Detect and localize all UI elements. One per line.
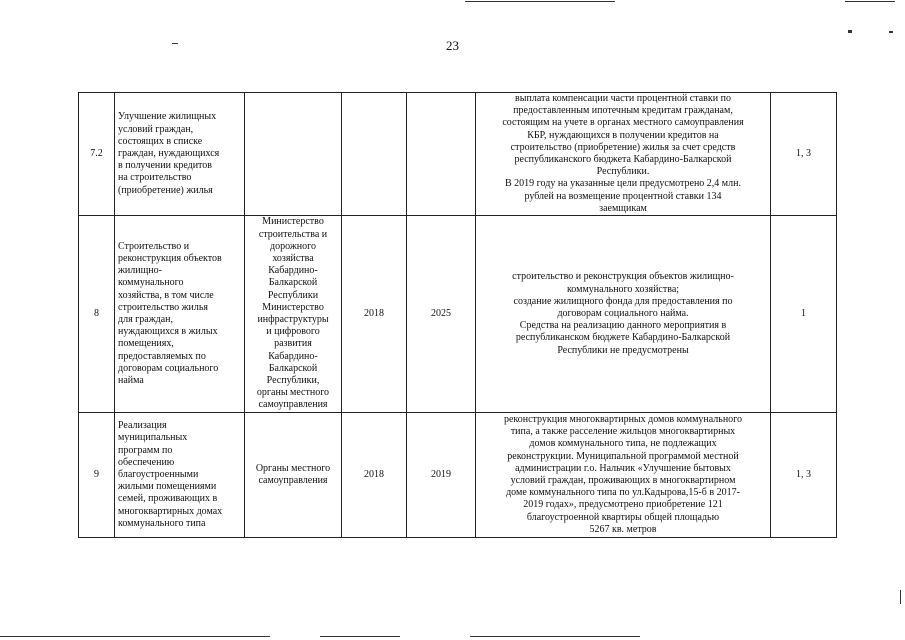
measure-name: Улучшение жилищных условий граждан, состоящих в списке граждан, нуждающихся в получении кредитов на строительство (приобретение) жилья xyxy=(115,93,245,216)
indicators: 1, 3 xyxy=(771,413,837,538)
scan-mark-top-line-2 xyxy=(845,1,895,2)
table-row xyxy=(79,93,837,216)
start-year: 2018 xyxy=(342,413,407,538)
executor: Органы местного самоуправления xyxy=(245,413,342,538)
measure-description: реконструкция многоквартирных домов коммунального типа, а также расселение жильцов многоквартирных домов коммунального типа, не подлежащих реконструкции. Муниципальной программой местной администрации г.о. Нальчик «Улучшение бытовых условий граждан, проживающих в многоквартирном доме коммунального типа по ул.Кадырова,15-б в 2017- 2019 годах», предусмотрено приобретение 121 благоустроенной квартиры общей площадью 5267 кв. метров xyxy=(476,413,771,538)
indicators: 1 xyxy=(771,216,837,413)
table-row xyxy=(79,413,837,538)
end-year: 2025 xyxy=(407,216,476,413)
scan-mark-right-edge xyxy=(900,590,901,604)
end-year: 2019 xyxy=(407,413,476,538)
executor: Министерство строительства и дорожного хозяйства Кабардино- Балкарской Республики Министерство инфраструктуры и цифрового развития Кабардино- Балкарской Республики, органы местного самоуправления xyxy=(245,216,342,413)
scan-mark-bottom-line-2 xyxy=(320,636,400,637)
scan-mark-top-line xyxy=(465,1,615,2)
page-number: 23 xyxy=(446,38,459,53)
measure-name: Реализация муниципальных программ по обеспечению благоустроенными жилыми помещениями семей, проживающих в многоквартирных домах коммунального типа xyxy=(115,413,245,538)
indicators: 1, 3 xyxy=(771,93,837,216)
measure-name: Строительство и реконструкция объектов жилищно- коммунального хозяйства, в том числе строительство жилья для граждан, нуждающихся в жилых помещениях, предоставляемых по договорам социального найма xyxy=(115,216,245,413)
row-number: 7.2 xyxy=(79,93,115,216)
row-number: 9 xyxy=(79,413,115,538)
measures-table xyxy=(78,92,837,538)
executor xyxy=(245,93,342,216)
row-number: 8 xyxy=(79,216,115,413)
scan-mark-top-right-2 xyxy=(889,31,893,33)
table-row xyxy=(79,216,837,413)
measure-description: строительство и реконструкция объектов жилищно- коммунального хозяйства; создание жилищного фонда для предоставления по договорам социального найма. Средства на реализацию данного мероприятия в республиканском бюджете Кабардино-Балкарской Республики не предусмотрены xyxy=(476,216,771,413)
start-year xyxy=(342,93,407,216)
scan-mark-bottom-line-3 xyxy=(470,636,640,637)
scan-mark-top-left xyxy=(172,43,178,44)
measure-description: выплата компенсации части процентной ставки по предоставленным ипотечным кредитам гражданам, состоящим на учете в органах местного самоуправления КБР, нуждающихся в получении кредитов на строительство (приобретение) жилья за счет средств республиканского бюджета Кабардино-Балкарской Республики. В 2019 году на указанные цели предусмотрено 2,4 млн. рублей на возмещение процентной ставки 134 заемщикам xyxy=(476,93,771,216)
start-year: 2018 xyxy=(342,216,407,413)
scan-mark-bottom-line-1 xyxy=(0,636,270,637)
end-year xyxy=(407,93,476,216)
scan-mark-top-right-1 xyxy=(848,30,852,33)
